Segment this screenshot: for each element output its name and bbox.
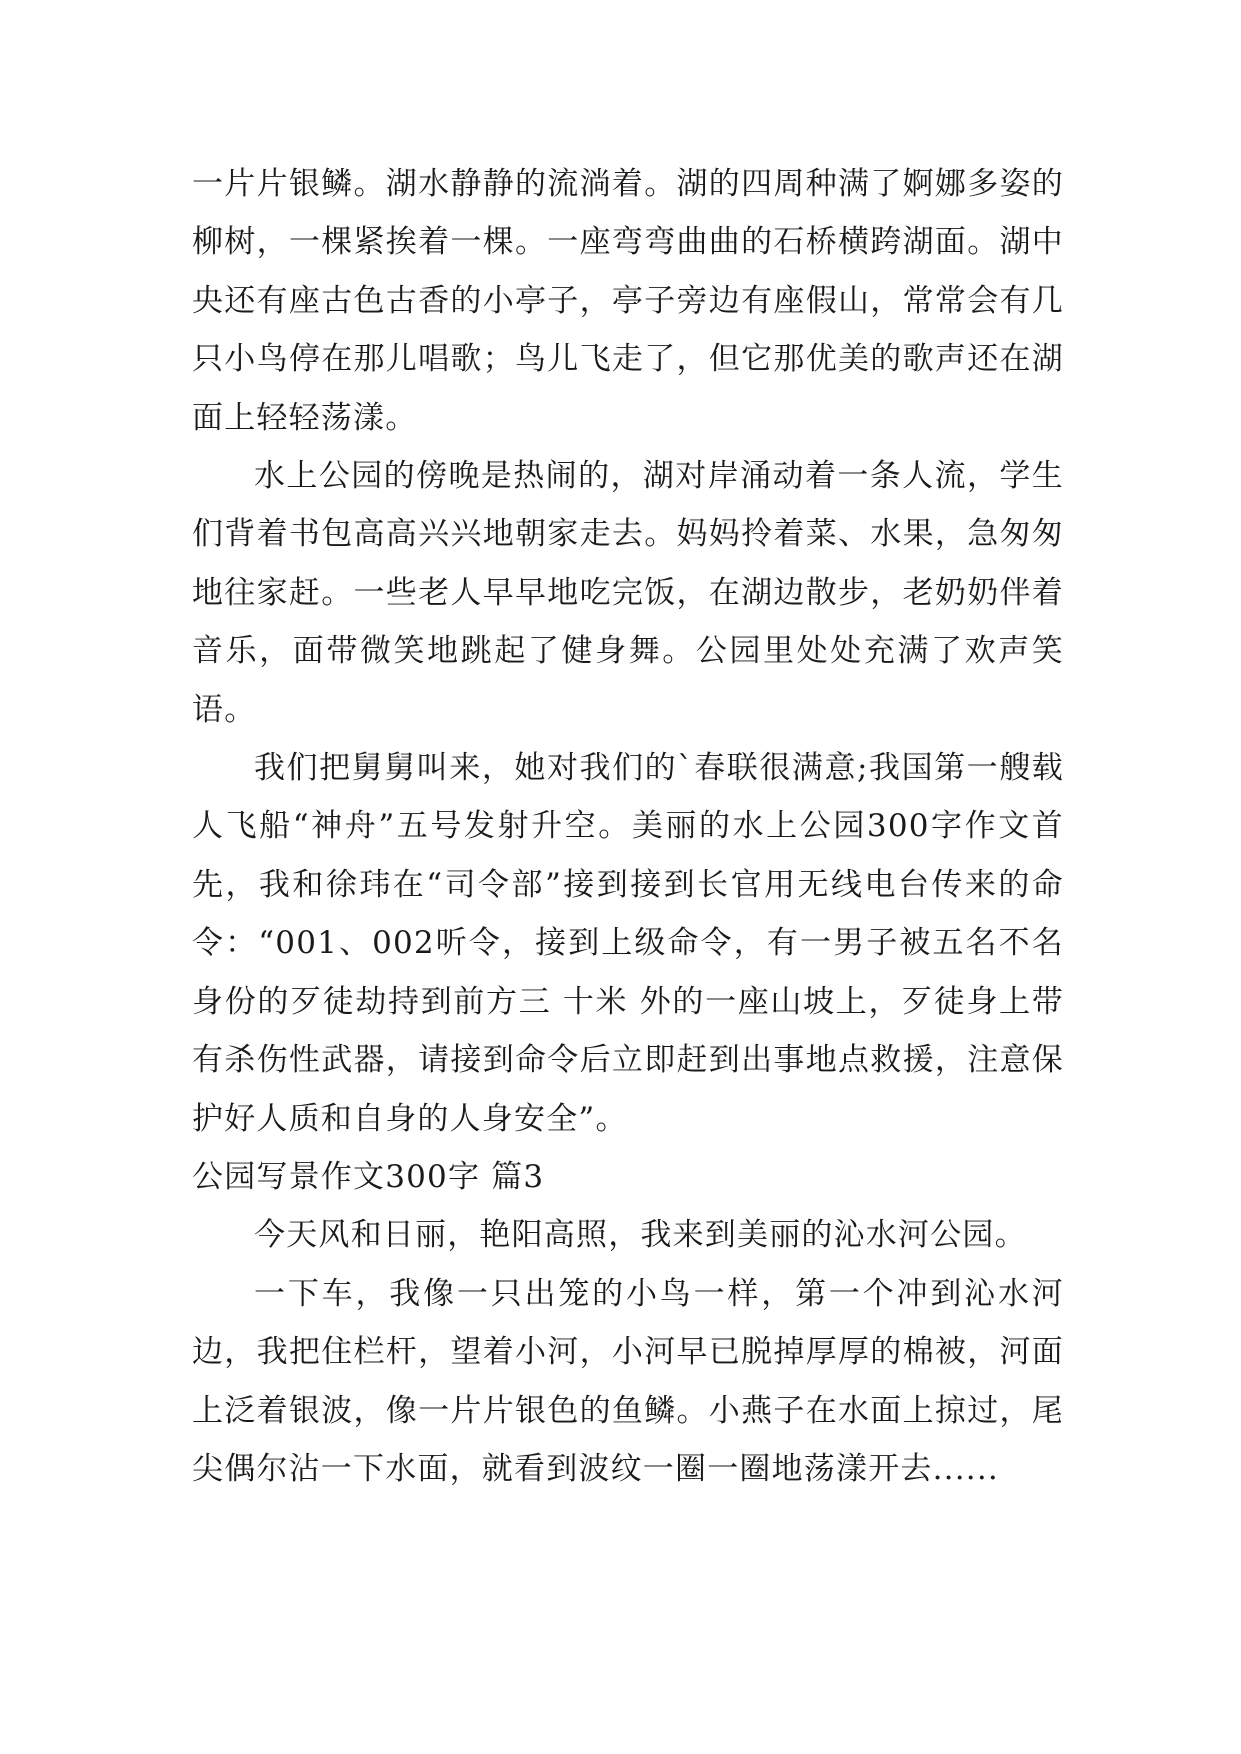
section-heading: 公园写景作文300字 篇3 <box>192 1158 545 1195</box>
paragraph-sunny-day: 今天风和日丽，艳阳高照，我来到美丽的沁水河公园。 <box>254 1217 1027 1254</box>
paragraph-evening: 水上公园的傍晚是热闹的，湖对岸涌动着一条人流，学生们背着书包高高兴兴地朝家走去。妈妈拎着菜、水果，急匆匆地往家赶。一些老人早早地吃完饭，在湖边散步，老奶奶伴着音乐，面带微笑地跳起了健身舞。公园里处处充满了欢声笑语。 <box>192 458 1064 728</box>
document-body <box>192 155 1064 1498</box>
paragraph-river-scene: 一下车，我像一只出笼的小鸟一样，第一个冲到沁水河边，我把住栏杆，望着小河，小河早已脱掉厚厚的棉被，河面上泛着银波，像一片片银色的鱼鳞。小燕子在水面上掠过，尾尖偶尔沾一下水面，就看到波纹一圈一圈地荡漾开去...... <box>192 1275 1064 1487</box>
paragraph-lake-description: 一片片银鳞。湖水静静的流淌着。湖的四周种满了婀娜多姿的柳树，一棵紧挨着一棵。一座弯弯曲曲的石桥横跨湖面。湖中央还有座古色古香的小亭子，亭子旁边有座假山，常常会有几只小鸟停在那儿唱歌；鸟儿飞走了，但它那优美的歌声还在湖面上轻轻荡漾。 <box>192 166 1064 436</box>
paragraph-spring-couplets: 我们把舅舅叫来，她对我们的`春联很满意;我国第一艘载人飞船“神舟”五号发射升空。美丽的水上公园300字作文首先，我和徐玮在“司令部”接到接到长官用无线电台传来的命令：“001、002听令，接到上级命令，有一男子被五名不名身份的歹徒劫持到前方三 十米 外的一座山坡上，歹徒身上带有杀伤性武器，请接到命令后立即赶到出事地点救援，注意保护好人质和自身的人身安全”。 <box>192 750 1064 1137</box>
